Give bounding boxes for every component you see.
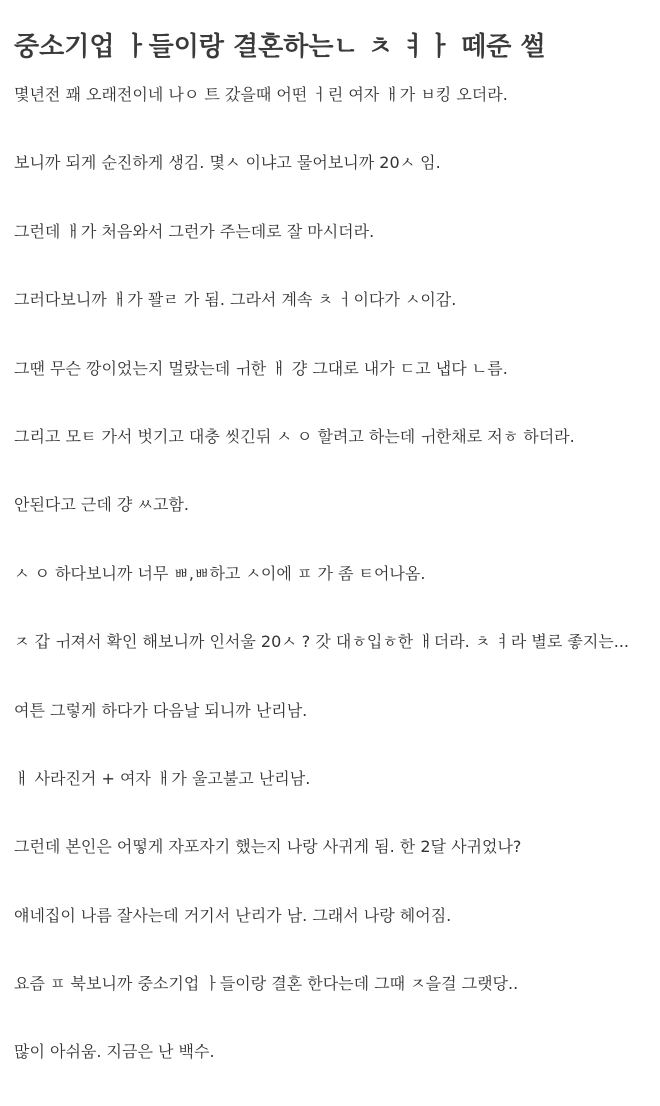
post-title: 중소기업 ㅏ들이랑 결혼하는ㄴ ㅊ ㅕㅏ 떼준 썰 <box>14 32 546 63</box>
paragraph: ㅅ ㅇ 하다보니까 너무 ㅃ,ㅃ하고 ㅅ이에 ㅍ 가 좀 ㅌ어나옴. <box>14 563 426 583</box>
paragraph: 그땐 무슨 깡이었는지 멀랐는데 ㅟ한 ㅐ 걍 그대로 내가 ㄷ고 냅다 ㄴ름. <box>14 358 508 378</box>
paragraph: ㅈ 갑 ㅟ져서 확인 해보니까 인서울 20ㅅ ? 갓 대ㅎ입ㅎ한 ㅐ더라. ㅊ ㅕ라 별로 좋지는... <box>14 632 629 652</box>
paragraph: 그러다보니까 ㅐ가 꽐ㄹ 가 됨. 그라서 계속 ㅊ ㅓ이다가 ㅅ이감. <box>14 290 457 310</box>
paragraph: 얘네집이 나름 잘사는데 거기서 난리가 남. 그래서 나랑 헤어짐. <box>14 905 452 925</box>
paragraph: 보니까 되게 순진하게 생김. 몇ㅅ 이냐고 물어보니까 20ㅅ 임. <box>14 153 441 173</box>
paragraph: 요즘 ㅍ 북보니까 중소기업 ㅏ들이랑 결혼 한다는데 그때 ㅈ을걸 그랫당.. <box>14 974 519 994</box>
paragraph: 그리고 모ㅌ 가서 벗기고 대충 씻긴뒤 ㅅ ㅇ 할려고 하는데 ㅟ한채로 저ㅎ 하더라. <box>14 426 575 446</box>
paragraph: 그런데 본인은 어떻게 자포자기 했는지 나랑 사귀게 됨. 한 2달 사귀었나? <box>14 837 522 857</box>
paragraph: 몇년전 꽤 오래전이네 나ㅇ 트 갔을때 어떤 ㅓ린 여자 ㅐ가 ㅂ킹 오더라. <box>14 85 508 104</box>
paragraph: 많이 아쉬움. 지금은 난 백수. <box>14 1042 215 1062</box>
paragraph: ㅐ 사라진거 + 여자 ㅐ가 울고불고 난리남. <box>14 768 311 788</box>
paragraph: 그런데 ㅐ가 처음와서 그런가 주는데로 잘 마시더라. <box>14 221 375 241</box>
post-body <box>14 64 650 1106</box>
paragraph: 여튼 그렇게 하다가 다음날 되니까 난리남. <box>14 700 308 720</box>
paragraph: 안된다고 근데 걍 ㅆ고함. <box>14 495 189 515</box>
